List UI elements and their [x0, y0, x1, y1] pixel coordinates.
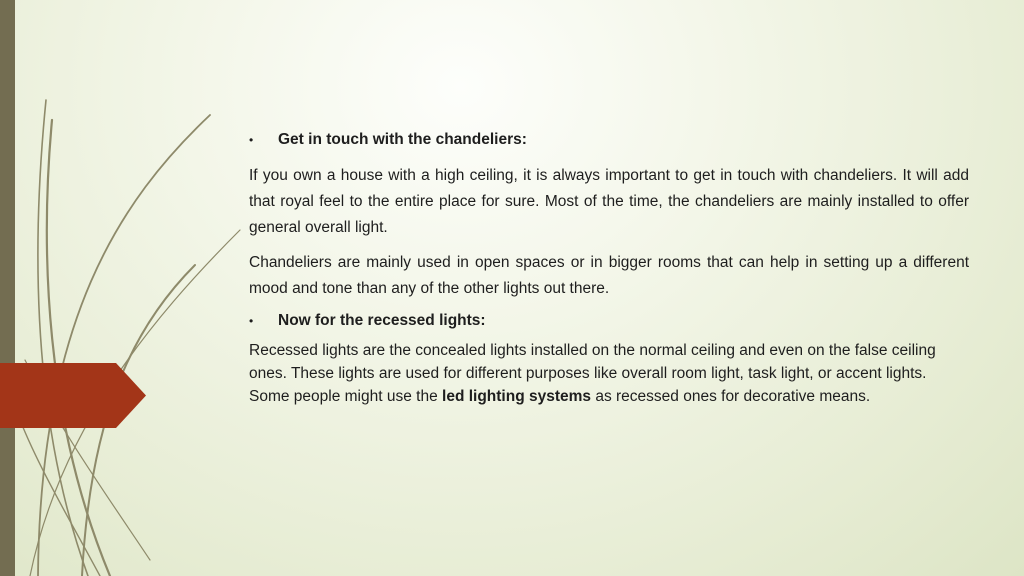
- grass-blade: [38, 115, 210, 576]
- bullet-dot: •: [249, 133, 254, 147]
- bullet-dot: •: [249, 314, 254, 328]
- heading-chandeliers: Get in touch with the chandeliers:: [278, 131, 527, 148]
- grass-blade: [47, 120, 110, 576]
- slide-content: [249, 127, 969, 408]
- grass-decoration: [0, 0, 260, 576]
- recessed-text-start: Recessed lights are the concealed lights installed on the normal ceiling and even on the false ceiling ones. These lights are used for different purposes like overall room light, task light, or accent lights. Some people might use the: [249, 342, 936, 405]
- paragraph-chandeliers-intro: If you own a house with a high ceiling, it is always important to get in touch with chandeliers. It will add that royal feel to the entire place for sure. Most of the time, the chandeliers are mainly installed to offer general overall light.: [249, 167, 969, 236]
- red-arrow-tab: [0, 363, 146, 428]
- grass-blade: [20, 420, 100, 576]
- recessed-text-end: as recessed ones for decorative means.: [591, 388, 871, 405]
- bullet-heading-recessed: [249, 308, 969, 334]
- paragraph-recessed-lights: [249, 339, 969, 408]
- paragraph-chandeliers-usage: Chandeliers are mainly used in open spaces or in bigger rooms that can help in setting up a different mood and tone than any of the other lights out there.: [249, 254, 969, 297]
- heading-recessed-lights: Now for the recessed lights:: [278, 312, 486, 329]
- led-lighting-systems-link: led lighting systems: [442, 388, 592, 405]
- bullet-heading-chandeliers: [249, 127, 969, 153]
- grass-blade: [38, 100, 88, 576]
